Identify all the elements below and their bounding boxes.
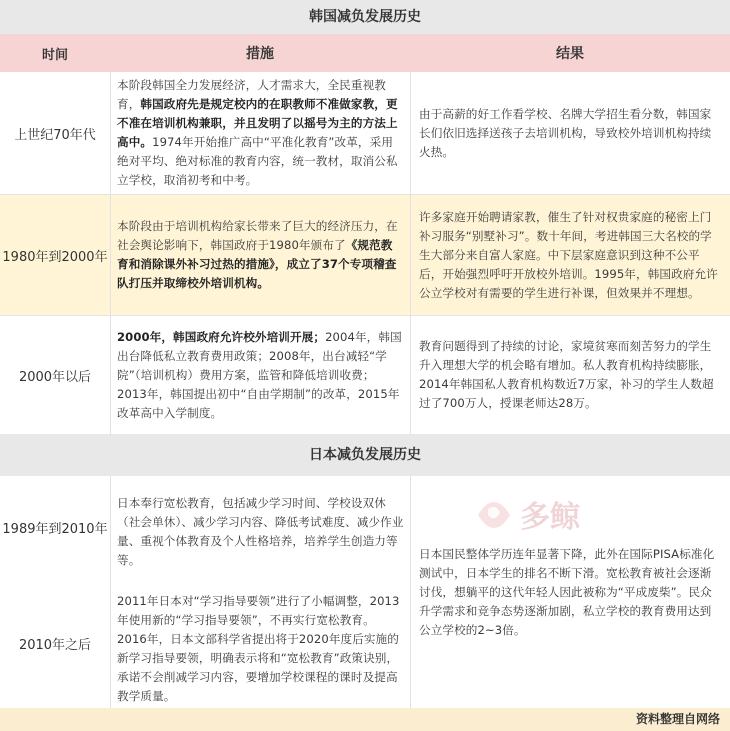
row-time: 2000年以后 xyxy=(18,369,92,385)
korea-section-title xyxy=(0,0,730,34)
measure-text: 1974年开始推广高中“平准化教育”改革，采用绝对平均、绝对标准的教育内容，统一教材，取消公私立学校，取消初考和中考。 xyxy=(117,135,398,187)
row-time: 上世纪70年代 xyxy=(14,127,96,143)
row-results xyxy=(410,72,730,194)
measure-text: 2004年，韩国出台降低私立教育费用政策；2008年，出台减轻“学院”（培训机构）费用方案，监管和降低培训收费；2013年，韩国提出初中“自由学期制”的改革，2015年改革高中入学制度。 xyxy=(117,329,402,420)
row-time: 1980年到2000年 xyxy=(2,249,108,265)
header-time: 时间 xyxy=(41,47,68,63)
measure-text: 日本奉行宽松教育，包括减少学习时间、学校设双休（社会单休）、减少学习内容、降低考试难度、减少作业量、重视个体教育及个人性格培养，培养学生创造力等等。 xyxy=(117,496,404,567)
result-text: 日本国民整体学历连年显著下降，此外在国际PISA标准化测试中，日本学生的排名不断下滑。宽松教育被社会逐渐讨伐，想躺平的这代年轻人因此被称为“平成废柴”。民众升学需求和竞争态势逐渐加剧，私立学校的教育费用达到公立学校的2~3倍。 xyxy=(419,546,715,637)
japan-section-title xyxy=(0,434,730,476)
measure-text: 本阶段由于培训机构给家长带来了巨大的经济压力，在社会舆论影响下，韩国政府于1980年颁布了 xyxy=(117,219,398,252)
row-measures xyxy=(110,316,410,434)
measure-text-bold: 《规范教育和消除课外补习过热的措施》，成立了37个专项稽查队打压并取缔校外培训机构。 xyxy=(117,238,397,290)
table-row xyxy=(0,72,730,194)
row-results xyxy=(410,316,730,434)
measure-text: 本阶段韩国全力发展经济，人才需求大，全民重视教育， xyxy=(117,78,386,111)
table-row xyxy=(0,316,730,434)
header-measures: 措施 xyxy=(246,46,274,62)
japan-measures-column xyxy=(110,476,410,708)
korea-title-text: 韩国减负发展历史 xyxy=(309,9,421,25)
measure-text: 2011年日本对“学习指导要领”进行了小幅调整，2013年使用新的“学习指导要领”，不再实行宽松教育。2016年，日本文部科学省提出将于2020年度后实施的新学习指导要领，明确表示将和“宽松教育”政策诀别，承诺不会削减学习内容，要增加学校课程的课时及提高教学质量。 xyxy=(117,594,400,703)
watermark-brand: 多鲸 xyxy=(520,500,580,535)
japan-block xyxy=(0,476,730,708)
row-results xyxy=(410,195,730,315)
table-row xyxy=(0,195,730,315)
footer-text: 资料整理自网络 xyxy=(635,712,720,726)
result-text: 由于高薪的好工作看学校、名牌大学招生看分数，韩国家长们依旧选择送孩子去培训机构，导致校外培训机构持续火热。 xyxy=(419,106,712,159)
measure-text-bold: 韩国政府先是规定校内的在职教师不准做家教，更不准在培训机构兼职，并且发明了以摇号为主的方法上高中。 xyxy=(117,97,398,149)
header-results: 结果 xyxy=(556,46,584,62)
row-time: 1989年到2010年 xyxy=(2,522,108,537)
result-text: 教育问题得到了持续的讨论，家境贫寒而刻苦努力的学生升入理想大学的机会略有增加。私人教育机构持续膨胀，2014年韩国私人教育机构数近7万家，补习的学生人数超过了700万人，授课老师达28万。 xyxy=(419,339,714,410)
japan-title-text: 日本减负发展历史 xyxy=(309,447,421,463)
measure-text-bold: 2000年，韩国政府允许校外培训开展； xyxy=(117,329,326,344)
row-time: 2010年之后 xyxy=(18,638,92,653)
row-measures xyxy=(110,195,410,315)
result-text: 许多家庭开始聘请家教，催生了针对权贵家庭的秘密上门补习服务“别墅补习”。数十年间，考进韩国三大名校的学生大部分来自富人家庭。中下层家庭意识到这种不公平后，开始强烈呼吁开放校外培训。1995年，韩国政府允许公立学校对有需要的学生进行补课，但效果并不理想。 xyxy=(419,209,718,300)
table-header xyxy=(0,34,730,72)
footer-source xyxy=(0,708,730,731)
row-measures xyxy=(110,72,410,194)
japan-results xyxy=(410,476,730,708)
